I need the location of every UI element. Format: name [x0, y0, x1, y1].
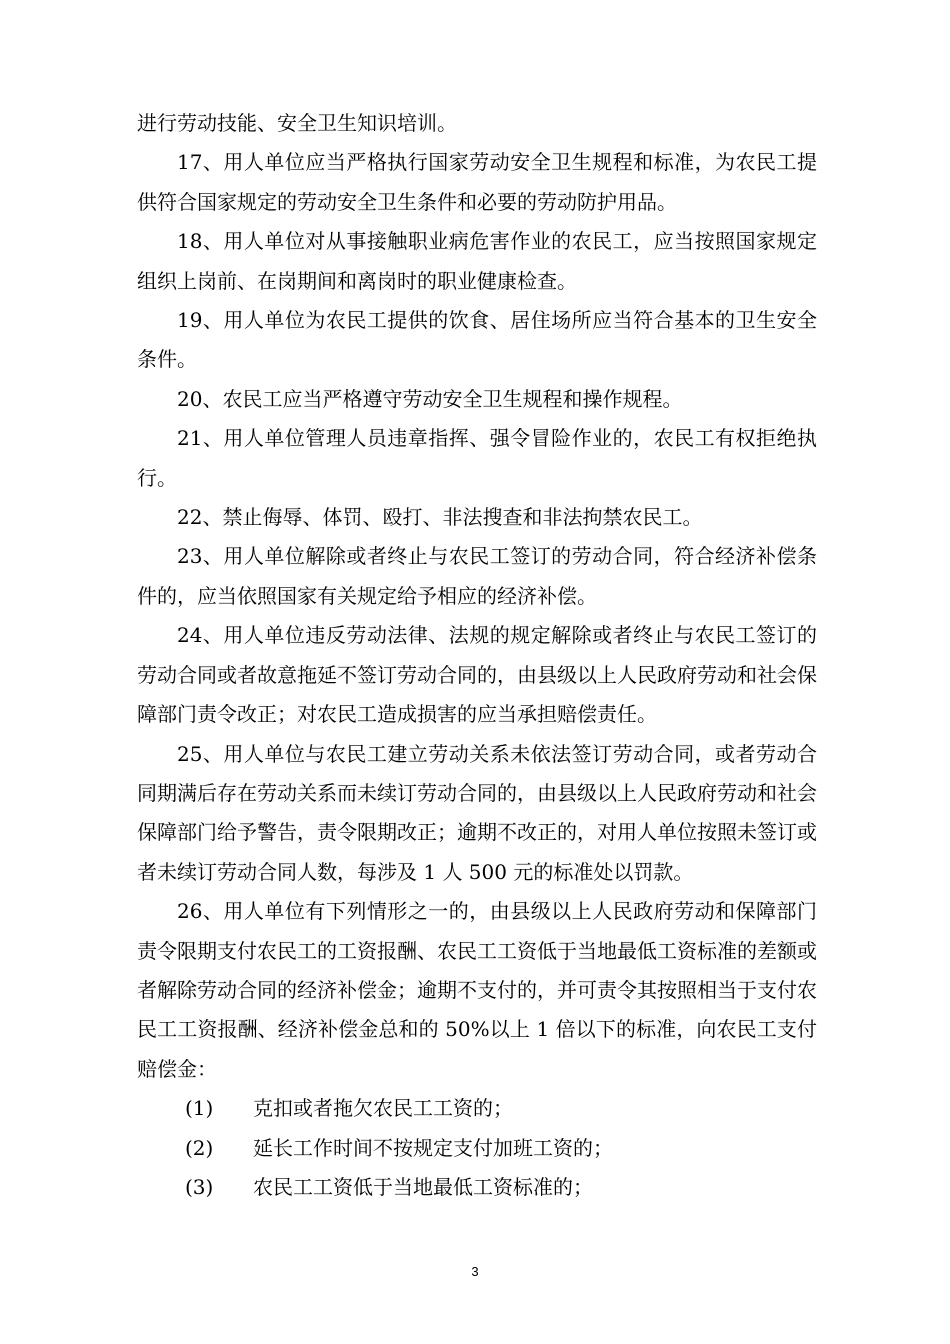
paragraph-26: 26、用人单位有下列情形之一的，由县级以上人民政府劳动和保障部门责令限期支付农民工的工资报酬、农民工工资低于当地最低工资标准的差额或者解除劳动合同的经济补偿金；逾期不支付的，并可责令其按照相当于支付农民工工资报酬、经济补偿金总和的 50%以上 1 倍以下的标准，向农民工支付赔偿金：: [137, 899, 817, 1081]
list-item-text: 克扣或者拖欠农民工工资的；: [253, 1096, 513, 1121]
paragraph-21: 21、用人单位管理人员违章指挥、强令冒险作业的，农民工有权拒绝执行。: [137, 426, 817, 490]
paragraph-20: 20、农民工应当严格遵守劳动安全卫生规程和操作规程。: [177, 386, 683, 411]
paragraph-continuation: 进行劳动技能、安全卫生知识培训。: [137, 111, 457, 135]
list-item: [137, 1168, 817, 1207]
paragraph-24: 24、用人单位违反劳动法律、法规的规定解除或者终止与农民工签订的劳动合同或者故意拖延不签订劳动合同的，由县级以上人民政府劳动和社会保障部门责令改正；对农民工造成损害的应当承担赔偿责任。: [137, 623, 817, 727]
list-item-text: 延长工作时间不按规定支付加班工资的；: [253, 1135, 613, 1160]
document-body: [137, 104, 817, 1207]
list-item-number: (2): [185, 1135, 214, 1160]
paragraph-17: 17、用人单位应当严格执行国家劳动安全卫生规程和标准，为农民工提供符合国家规定的劳动安全卫生条件和必要的劳动防护用品。: [137, 150, 817, 214]
list-item-number: (1): [185, 1096, 214, 1121]
list-item-number: (3): [185, 1174, 214, 1199]
paragraph-22: 22、禁止侮辱、体罚、殴打、非法搜查和非法拘禁农民工。: [177, 505, 703, 530]
page-number: 3: [471, 1264, 479, 1279]
paragraph-25: 25、用人单位与农民工建立劳动关系未依法签订劳动合同，或者劳动合同期满后存在劳动关系而未续订劳动合同的，由县级以上人民政府劳动和社会保障部门给予警告，责令限期改正；逾期不改正的，对用人单位按照未签订或者未续订劳动合同人数，每涉及 1 人 500 元的标准处以罚款。: [137, 741, 817, 884]
list-item-text: 农民工工资低于当地最低工资标准的；: [253, 1174, 593, 1199]
list-item: [137, 1129, 817, 1168]
list-item: [137, 1089, 817, 1128]
paragraph-23: 23、用人单位解除或者终止与农民工签订的劳动合同，符合经济补偿条件的，应当依照国家有关规定给予相应的经济补偿。: [137, 544, 817, 608]
paragraph-19: 19、用人单位为农民工提供的饮食、居住场所应当符合基本的卫生安全条件。: [137, 308, 817, 372]
paragraph-18: 18、用人单位对从事接触职业病危害作业的农民工，应当按照国家规定组织上岗前、在岗期间和离岗时的职业健康检查。: [137, 229, 817, 293]
